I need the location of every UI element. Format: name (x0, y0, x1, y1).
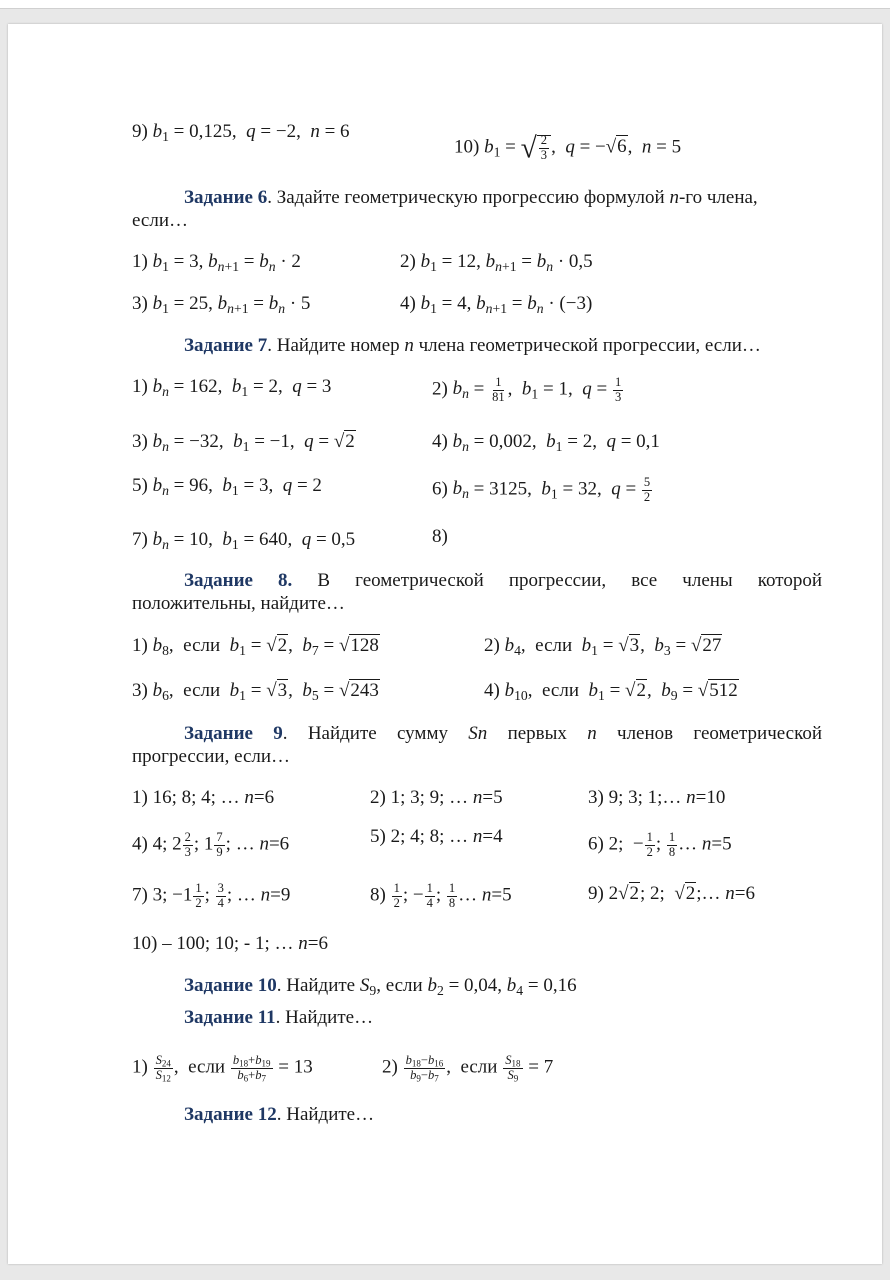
task-7-item-7: 7) $b_n = 10$, $b_1 = 640$, q = 0,5 (132, 529, 356, 553)
task-8-item-2: 2) $b_4$, если $b_1 = √3$, $b_3 = √27$ (484, 635, 722, 659)
document-page (8, 24, 882, 1264)
task-7-item-8: 8) (432, 526, 448, 547)
task-6-item-3: 3) $b_1 = 25$, $b_{n+1} = b_n \cdot 5$ (132, 293, 311, 317)
word-if: если (385, 975, 423, 996)
task-11-item-1: 1) $\frac{S_{24}}{S_{12}}$ , если $\frac{b_{18}+b_{19}}{b_6+b_7}$ = 13 (132, 1053, 313, 1084)
task-9-title: Задание 9 (184, 723, 283, 744)
task-9-item-5: 5) 2; 4; 8; … n=4 (370, 826, 503, 847)
task-9-text-2: первых (507, 723, 567, 744)
task-9-item-8: 8) $\frac{1}{2}$ ; − $\frac{1}{4}$ ; $\frac{1}{8}$ … n=5 (370, 881, 512, 910)
task-7-text: Найдите номер (276, 335, 400, 356)
task-6-item-1: 1) $b_1 = 3$, $b_{n+1} = b_n \cdot 2$ (132, 251, 301, 275)
task-8-item-1: 1) $b_8$, если $b_1 = √2$, $b_7 = √128$ (132, 635, 379, 659)
task-11-item-2: 2) $\frac{b_{18}-b_{16}}{b_9-b_7}$ , если $\frac{S_{18}}{S_9}$ = 7 (382, 1053, 554, 1084)
task-12-heading: Задание 12. Найдите… (184, 1104, 375, 1125)
task-9-text-3: членов геометрической (617, 723, 823, 744)
word-if: если (460, 1056, 498, 1078)
task-9-item-6: 6) 2; − $\frac{1}{2}$ ; $\frac{1}{8}$ … n=5 (588, 830, 732, 859)
task-6-title: Задание 6 (184, 187, 268, 208)
task-8-title: Задание 8. (184, 570, 293, 591)
task-8-text-cont: положительны, найдите… (132, 593, 345, 614)
task-6-text-cont: если… (132, 210, 188, 231)
task-8-item-4: 4) $b_{10}$, если $b_1 = √2$, $b_9 = √512$ (484, 680, 738, 704)
task-9-item-4: 4) 4; 2 $\frac{2}{3}$ ; 1 $\frac{7}{9}$ ; … n=6 (132, 830, 290, 859)
task-11-heading: Задание 11. Найдите… (184, 1007, 374, 1028)
task-7-item-5: 5) $b_n = 96$, $b_1 = 3$, q = 2 (132, 475, 322, 499)
task-7-item-1: 1) $b_n = 162$, $b_1 = 2$, q = 3 (132, 376, 332, 400)
item-10: 10) $b_1$ = √ $\frac{2}{3}$ , q = −√6, n = 5 (454, 132, 682, 165)
task-6-heading: Задание 6. Задайте геометрическую прогрессию формулой n-го члена, (184, 187, 758, 208)
task-7-item-4: 4) $b_n = 0,002$, $b_1 = 2$, q = 0,1 (432, 431, 660, 455)
task-7-title: Задание 7 (184, 335, 268, 356)
previous-page-edge (0, 0, 890, 9)
task-9-heading: Задание 9. Найдите сумму Sn первых n членов геометрической (184, 723, 823, 744)
task-9-item-2: 2) 1; 3; 9; … n=5 (370, 787, 503, 808)
task-10-text: Найдите (286, 975, 356, 996)
task-8-item-3: 3) $b_6$, если $b_1 = √3$, $b_5 = √243$ (132, 680, 379, 704)
task-6-text-end: -го члена, (678, 187, 758, 208)
task-9-item-7: 7) 3; −1 $\frac{1}{2}$ ; $\frac{3}{4}$ ; … n=9 (132, 881, 291, 910)
task-7-item-6: 6) $b_n = 3125$, $b_1 = 32$, q = $\frac{5}{2}$ (432, 475, 651, 504)
word-if: если (183, 680, 221, 701)
task-6-item-2: 2) $b_1 = 12$, $b_{n+1} = b_n \cdot 0,5$ (400, 251, 593, 275)
word-if: если (188, 1056, 226, 1078)
task-12-text: Найдите… (286, 1104, 375, 1125)
task-6-item-4: 4) $b_1 = 4$, $b_{n+1} = b_n \cdot (-3)$ (400, 293, 593, 317)
task-10-heading: Задание 10. Найдите $S_9$, если $b_2 = 0,04$, $b_4 = 0,16$ (184, 975, 577, 999)
task-7-text-end: члена геометрической прогрессии, если… (418, 335, 761, 356)
word-if: если (535, 635, 573, 656)
task-12-title: Задание 12 (184, 1104, 277, 1125)
item-9: 9) $b_1 = 0,125$, q = −2, n = 6 (132, 121, 350, 145)
task-9-item-3: 3) 9; 3; 1;… n=10 (588, 787, 726, 808)
task-7-item-3: 3) $b_n = -32$, $b_1 = -1$, q = √2 (132, 431, 355, 455)
task-9-text: Найдите сумму (307, 723, 448, 744)
task-9-item-1: 1) 16; 8; 4; … n=6 (132, 787, 275, 808)
task-10-title: Задание 10 (184, 975, 277, 996)
task-8-heading (184, 571, 822, 590)
task-8-text: В геометрической прогрессии, все члены которой (317, 570, 823, 591)
task-7-item-2: 2) $b_n$ = $\frac{1}{81}$ , $b_1 = 1$, q = $\frac{1}{3}$ (432, 375, 622, 404)
task-7-heading: Задание 7. Найдите номер n члена геометрической прогрессии, если… (184, 335, 761, 356)
task-9-item-9: 9) 2√2; 2; √2;… n=6 (588, 883, 756, 904)
task-9-item-10: 10) – 100; 10; - 1; … n=6 (132, 933, 328, 954)
task-11-text: Найдите… (285, 1007, 374, 1028)
task-11-title: Задание 11 (184, 1007, 276, 1028)
word-if: если (183, 635, 221, 656)
task-6-text: Задайте геометрическую прогрессию формулой (276, 187, 665, 208)
task-9-text-cont: прогрессии, если… (132, 746, 291, 767)
word-if: если (542, 680, 579, 701)
